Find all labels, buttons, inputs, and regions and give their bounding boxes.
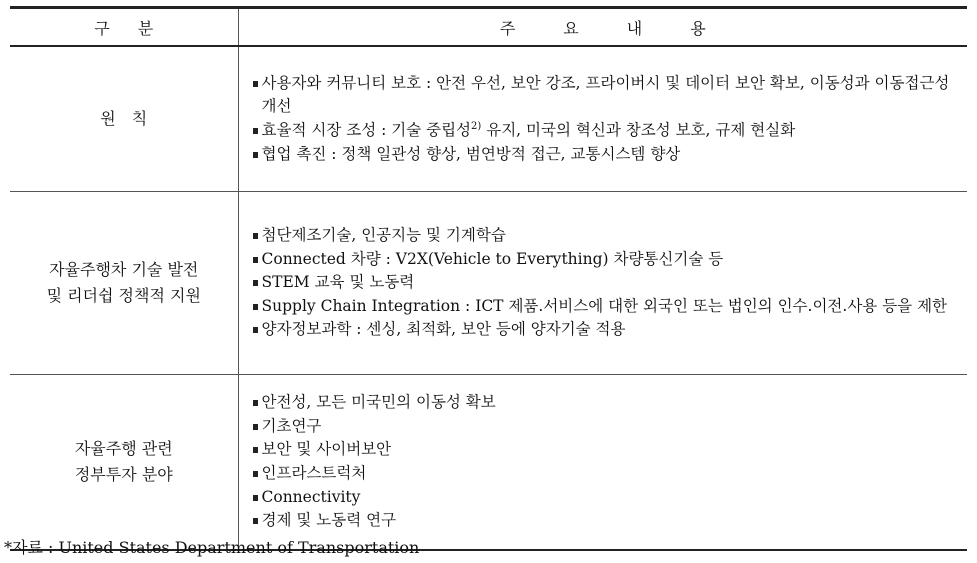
table-row bbox=[10, 192, 967, 375]
square-bullet-icon bbox=[253, 128, 258, 134]
square-bullet-icon bbox=[253, 304, 258, 310]
content-cell bbox=[238, 46, 967, 192]
source-footnote: *자료 : United States Department of Transportation bbox=[4, 538, 420, 557]
header-content bbox=[238, 8, 967, 47]
item-text: 양자정보과학 : 센싱, 최적화, 보안 등에 양자기술 적용 bbox=[261, 320, 626, 339]
table-row bbox=[10, 375, 967, 551]
table-header-row bbox=[10, 8, 967, 47]
list-item bbox=[253, 318, 956, 342]
list-item bbox=[253, 486, 956, 510]
header-category bbox=[10, 8, 238, 47]
header-category-label: 구분 bbox=[94, 18, 182, 38]
item-text: 효율적 시장 조성 : 기술 중립성 bbox=[261, 121, 472, 139]
item-text: 기초연구 bbox=[261, 416, 322, 435]
item-text: 사용자와 커뮤니티 보호 : 안전 우선, 보안 강조, 프라이버시 및 데이터 보안 확보, 이동성과 이동접근성 개선 bbox=[261, 73, 950, 116]
category-cell bbox=[10, 192, 238, 375]
item-text: Supply Chain Integration : ICT 제품.서비스에 대한 외국인 또는 법인의 인수.이전.사용 등을 제한 bbox=[261, 296, 948, 315]
list-item bbox=[253, 224, 956, 248]
list-item bbox=[253, 143, 956, 167]
category-cell bbox=[10, 375, 238, 551]
list-item bbox=[253, 509, 956, 533]
square-bullet-icon bbox=[253, 400, 258, 406]
item-text: STEM 교육 및 노동력 bbox=[261, 273, 415, 292]
item-text: 첨단제조기술, 인공지능 및 기계학습 bbox=[261, 226, 506, 245]
item-text: Connectivity bbox=[261, 487, 361, 506]
content-cell bbox=[238, 375, 967, 551]
list-item bbox=[253, 271, 956, 295]
square-bullet-icon bbox=[253, 152, 258, 158]
square-bullet-icon bbox=[253, 424, 258, 430]
list-item bbox=[253, 119, 956, 143]
square-bullet-icon bbox=[253, 495, 258, 501]
square-bullet-icon bbox=[253, 280, 258, 286]
item-text: Connected 차량 : V2X(Vehicle to Everything) 차량통신기술 등 bbox=[261, 249, 724, 268]
list-item bbox=[253, 391, 956, 415]
item-text-continued: 유지, 미국의 혁신과 창조성 보호, 규제 현실화 bbox=[481, 121, 796, 139]
item-text: 인프라스트럭처 bbox=[261, 464, 367, 482]
list-item bbox=[253, 438, 956, 462]
item-text: 안전성, 모든 미국민의 이동성 확보 bbox=[261, 393, 496, 412]
table-row bbox=[10, 46, 967, 192]
square-bullet-icon bbox=[253, 233, 258, 239]
category-cell bbox=[10, 46, 238, 192]
category-label-line-1: 자율주행차 기술 발전 bbox=[49, 260, 199, 279]
list-item bbox=[253, 72, 956, 119]
policy-table bbox=[10, 6, 967, 551]
item-text: 보안 및 사이버보안 bbox=[261, 440, 392, 459]
header-content-label: 주요내용 bbox=[499, 18, 754, 38]
square-bullet-icon bbox=[253, 447, 258, 453]
category-label-line-2: 정부투자 분야 bbox=[74, 465, 173, 484]
list-item bbox=[253, 248, 956, 272]
list-item bbox=[253, 462, 956, 486]
category-label-line-2: 및 리더쉽 정책적 지원 bbox=[46, 286, 201, 305]
list-item bbox=[253, 295, 956, 319]
footnote-mark: 2) bbox=[471, 120, 482, 132]
square-bullet-icon bbox=[253, 257, 258, 263]
content-cell bbox=[238, 192, 967, 375]
square-bullet-icon bbox=[253, 471, 258, 477]
square-bullet-icon bbox=[253, 518, 258, 524]
list-item bbox=[253, 415, 956, 439]
item-text: 경제 및 노동력 연구 bbox=[261, 511, 397, 530]
square-bullet-icon bbox=[253, 327, 258, 333]
square-bullet-icon bbox=[253, 81, 258, 87]
item-text: 협업 촉진 : 정책 일관성 향상, 범연방적 접근, 교통시스템 향상 bbox=[261, 144, 681, 163]
category-label-line-1: 자율주행 관련 bbox=[74, 439, 173, 458]
category-label: 원칙 bbox=[100, 109, 164, 128]
